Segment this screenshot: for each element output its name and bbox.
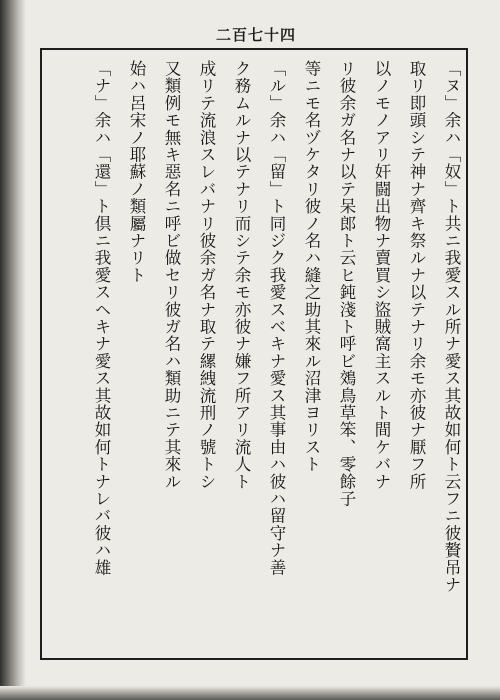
text-column-4: リ彼余ガ名ナ以テ呆郎ト云ヒ鈍淺ト呼ビ鵁鳥草笨、零餘子	[337, 60, 356, 508]
text-column-7: ク務ムルナ以テナリ而シテ余モ亦彼ナ嫌フ所アリ流人ト	[232, 60, 251, 490]
text-column-3: 以ノモノアリ奸闘出物ナ賣買シ盜賊窩主スルト間ケバナ	[372, 60, 391, 490]
text-column-9: 又類例モ無キ惡名ニ呼ビ做セリ彼ガ名ハ類助ニテ其來ル	[162, 60, 181, 490]
page-binding-shadow	[0, 0, 26, 700]
text-column-6: 「ル」余ハ「留」ト同ジク我愛スベキナ愛ス其事由ハ彼ハ留守ナ善	[267, 60, 286, 576]
text-column-8: 成リテ流浪スレバナリ彼余ガ名ナ取テ縲絏流刑ノ號トシ	[197, 60, 216, 490]
text-column-5: 等ニモ名ヅケタリ彼ノ名ハ縫之助其來ル沼津ヨリスト	[302, 60, 321, 473]
text-column-11: 「ナ」余ハ「還」ト倶ニ我愛スヘキナ愛ス其故如何トナレバ彼ハ雄	[92, 60, 111, 576]
text-column-2: 取リ即頭シテ神ナ齊キ祭ルナ以テナリ余モ亦彼ナ厭フ所	[407, 60, 426, 490]
text-column-10: 始ハ呂宋ノ耶蘇ノ類屬ナリト	[127, 60, 146, 284]
page-number: 二百七十四	[216, 26, 297, 44]
text-column-1: 「ヌ」余ハ「奴」ト共ニ我愛スル所ナ愛ス其故如何ト云フニ彼贅吊ナ	[442, 60, 461, 594]
page-bottom-shadow	[0, 686, 500, 700]
